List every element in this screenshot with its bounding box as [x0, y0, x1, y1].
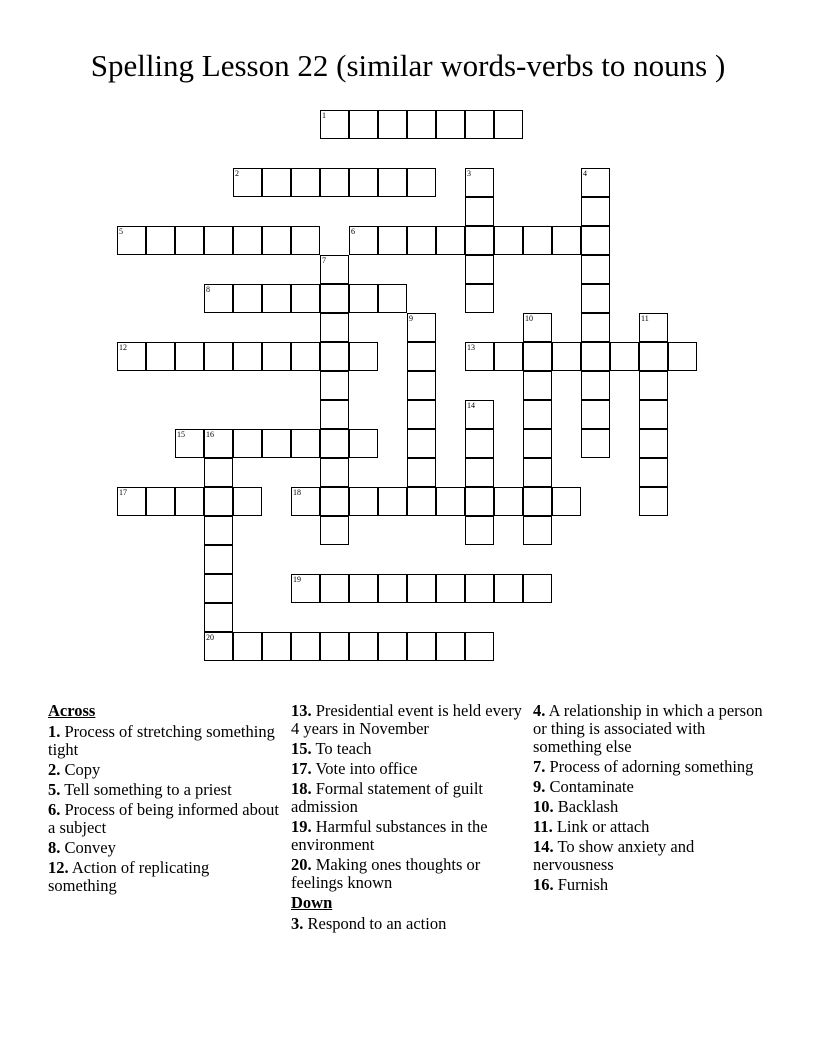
crossword-cell[interactable] — [204, 632, 233, 661]
clue-item — [291, 760, 523, 778]
crossword-cell[interactable] — [175, 226, 204, 255]
clue-item — [291, 740, 523, 758]
clue-text: Making ones thoughts or feelings known — [291, 855, 481, 892]
crossword-cell[interactable] — [407, 429, 436, 458]
clue-number: 18. — [291, 779, 312, 798]
crossword-cell[interactable] — [233, 342, 262, 371]
clue-number: 19. — [291, 817, 312, 836]
crossword-cell[interactable] — [378, 168, 407, 197]
crossword-cell[interactable] — [436, 632, 465, 661]
cell-number: 15 — [177, 430, 185, 439]
clue-item — [533, 838, 765, 874]
crossword-cell[interactable] — [494, 487, 523, 516]
crossword-cell[interactable] — [407, 400, 436, 429]
cell-number: 7 — [322, 256, 326, 265]
clue-text: Action of replicating something — [48, 858, 210, 895]
clue-text: Contaminate — [545, 777, 634, 796]
clue-item — [48, 723, 280, 759]
crossword-cell[interactable] — [204, 516, 233, 545]
clue-number: 13. — [291, 701, 312, 720]
crossword-cell[interactable] — [639, 487, 668, 516]
crossword-cell[interactable] — [523, 371, 552, 400]
cell-number: 16 — [206, 430, 214, 439]
crossword-cell[interactable] — [523, 313, 552, 342]
crossword-cell[interactable] — [349, 487, 378, 516]
clue-number: 7. — [533, 757, 546, 776]
clue-number: 1. — [48, 722, 61, 741]
clue-item — [48, 781, 280, 799]
crossword-cell[interactable] — [523, 516, 552, 545]
crossword-cell[interactable] — [639, 313, 668, 342]
crossword-cell[interactable] — [204, 342, 233, 371]
clue-number: 17. — [291, 759, 312, 778]
clue-text: Vote into office — [311, 759, 418, 778]
crossword-cell[interactable] — [204, 458, 233, 487]
crossword-cell[interactable] — [262, 226, 291, 255]
crossword-cell[interactable] — [436, 110, 465, 139]
clue-number: 11. — [533, 817, 553, 836]
cell-number: 18 — [293, 488, 301, 497]
cell-number: 12 — [119, 343, 127, 352]
clue-text: Furnish — [553, 875, 609, 894]
clue-text: Backlash — [553, 797, 619, 816]
crossword-cell[interactable] — [204, 429, 233, 458]
clue-number: 4. — [533, 701, 546, 720]
clue-item — [291, 780, 523, 816]
crossword-cell[interactable] — [494, 226, 523, 255]
crossword-cell[interactable] — [204, 545, 233, 574]
crossword-cell[interactable] — [581, 226, 610, 255]
cell-number: 1 — [322, 111, 326, 120]
crossword-cell[interactable] — [233, 284, 262, 313]
crossword-cell[interactable] — [494, 574, 523, 603]
crossword-cell[interactable] — [262, 342, 291, 371]
cell-number: 11 — [641, 314, 649, 323]
crossword-cell[interactable] — [668, 342, 697, 371]
crossword-cell[interactable] — [320, 574, 349, 603]
crossword-cell[interactable] — [117, 342, 146, 371]
crossword-cell[interactable] — [320, 632, 349, 661]
crossword-cell[interactable] — [320, 516, 349, 545]
crossword-cell[interactable] — [465, 487, 494, 516]
crossword-cell[interactable] — [233, 632, 262, 661]
crossword-cell[interactable] — [349, 110, 378, 139]
crossword-cell[interactable] — [581, 429, 610, 458]
crossword-cell[interactable] — [639, 371, 668, 400]
crossword-cell[interactable] — [552, 487, 581, 516]
crossword-cell[interactable] — [436, 226, 465, 255]
clue-item — [533, 702, 765, 756]
cell-number: 14 — [467, 401, 475, 410]
crossword-cell[interactable] — [610, 342, 639, 371]
crossword-cell[interactable] — [117, 226, 146, 255]
crossword-cell[interactable] — [465, 632, 494, 661]
crossword-cell[interactable] — [320, 313, 349, 342]
crossword-cell[interactable] — [320, 255, 349, 284]
crossword-cell[interactable] — [349, 284, 378, 313]
clue-number: 20. — [291, 855, 312, 874]
across-heading: Across — [48, 701, 96, 720]
crossword-cell[interactable] — [349, 574, 378, 603]
clue-text: To show anxiety and nervousness — [533, 837, 695, 874]
crossword-cell[interactable] — [291, 574, 320, 603]
clue-text: A relationship in which a person or thing is associated with something else — [533, 701, 763, 756]
crossword-cell[interactable] — [407, 226, 436, 255]
crossword-cell[interactable] — [146, 226, 175, 255]
crossword-cell[interactable] — [465, 400, 494, 429]
clue-text: Process of adorning something — [545, 757, 754, 776]
crossword-cell[interactable] — [407, 313, 436, 342]
crossword-cell[interactable] — [465, 516, 494, 545]
clue-number: 3. — [291, 914, 304, 933]
crossword-cell[interactable] — [552, 342, 581, 371]
clue-column-left — [48, 702, 280, 897]
crossword-cell[interactable] — [407, 458, 436, 487]
crossword-cell[interactable] — [320, 342, 349, 371]
clue-text: Formal statement of guilt admission — [291, 779, 484, 816]
clue-text: Link or attach — [552, 817, 650, 836]
clue-text: Respond to an action — [303, 914, 447, 933]
clue-text: Process of stretching something tight — [48, 722, 275, 759]
crossword-cell[interactable] — [320, 458, 349, 487]
clue-item — [48, 859, 280, 895]
crossword-cell[interactable] — [523, 487, 552, 516]
crossword-cell[interactable] — [494, 110, 523, 139]
clue-text: Copy — [60, 760, 101, 779]
crossword-cell[interactable] — [175, 342, 204, 371]
cell-number: 19 — [293, 575, 301, 584]
clue-text: Presidential event is held every 4 years in November — [291, 701, 522, 738]
cell-number: 5 — [119, 227, 123, 236]
cell-number: 4 — [583, 169, 587, 178]
crossword-cell[interactable] — [146, 342, 175, 371]
cell-number: 6 — [351, 227, 355, 236]
clue-column-right — [533, 702, 765, 896]
crossword-cell[interactable] — [349, 429, 378, 458]
crossword-cell[interactable] — [175, 429, 204, 458]
clue-text: To teach — [311, 739, 372, 758]
crossword-cell[interactable] — [320, 400, 349, 429]
crossword-cell[interactable] — [349, 168, 378, 197]
crossword-cell[interactable] — [378, 284, 407, 313]
crossword-cell[interactable] — [349, 226, 378, 255]
crossword-cell[interactable] — [465, 429, 494, 458]
crossword-cell[interactable] — [465, 226, 494, 255]
crossword-cell[interactable] — [378, 226, 407, 255]
crossword-cell[interactable] — [291, 487, 320, 516]
clue-text: Tell something to a priest — [60, 780, 232, 799]
crossword-cell[interactable] — [639, 458, 668, 487]
crossword-cell[interactable] — [262, 284, 291, 313]
crossword-cell[interactable] — [581, 255, 610, 284]
clue-item — [48, 839, 280, 857]
crossword-cell[interactable] — [233, 168, 262, 197]
cell-number: 3 — [467, 169, 471, 178]
crossword-cell[interactable] — [320, 429, 349, 458]
crossword-cell[interactable] — [407, 574, 436, 603]
crossword-cell[interactable] — [523, 574, 552, 603]
crossword-cell[interactable] — [233, 429, 262, 458]
cell-number: 9 — [409, 314, 413, 323]
crossword-cell[interactable] — [523, 458, 552, 487]
clue-item — [533, 798, 765, 816]
crossword-cell[interactable] — [204, 487, 233, 516]
crossword-cell[interactable] — [262, 429, 291, 458]
crossword-cell[interactable] — [581, 313, 610, 342]
clue-number: 9. — [533, 777, 546, 796]
crossword-cell[interactable] — [320, 284, 349, 313]
crossword-cell[interactable] — [552, 226, 581, 255]
crossword-cell[interactable] — [175, 487, 204, 516]
clue-item — [291, 856, 523, 892]
clue-item — [533, 778, 765, 796]
clue-number: 2. — [48, 760, 61, 779]
crossword-cell[interactable] — [465, 168, 494, 197]
crossword-cell[interactable] — [581, 284, 610, 313]
crossword-cell[interactable] — [291, 284, 320, 313]
clue-item — [48, 801, 280, 837]
crossword-cell[interactable] — [378, 574, 407, 603]
clue-number: 6. — [48, 800, 61, 819]
crossword-cell[interactable] — [349, 342, 378, 371]
crossword-cell[interactable] — [320, 371, 349, 400]
crossword-cell[interactable] — [349, 632, 378, 661]
crossword-cell[interactable] — [204, 603, 233, 632]
crossword-cell[interactable] — [291, 226, 320, 255]
crossword-cell[interactable] — [320, 168, 349, 197]
crossword-cell[interactable] — [436, 487, 465, 516]
crossword-cell[interactable] — [407, 110, 436, 139]
crossword-cell[interactable] — [320, 110, 349, 139]
crossword-cell[interactable] — [465, 110, 494, 139]
crossword-cell[interactable] — [436, 574, 465, 603]
crossword-cell[interactable] — [465, 574, 494, 603]
clue-text: Harmful substances in the environment — [291, 817, 488, 854]
clue-item — [291, 915, 523, 933]
clue-number: 8. — [48, 838, 61, 857]
crossword-cell[interactable] — [204, 574, 233, 603]
crossword-cell[interactable] — [320, 487, 349, 516]
crossword-cell[interactable] — [407, 168, 436, 197]
crossword-cell[interactable] — [378, 487, 407, 516]
crossword-cell[interactable] — [581, 400, 610, 429]
crossword-cell[interactable] — [233, 226, 262, 255]
crossword-cell[interactable] — [465, 255, 494, 284]
crossword-cell[interactable] — [117, 487, 146, 516]
down-heading: Down — [291, 893, 333, 912]
clue-column-middle — [291, 702, 523, 935]
crossword-cell[interactable] — [378, 632, 407, 661]
crossword-cell[interactable] — [465, 197, 494, 226]
crossword-cell[interactable] — [465, 284, 494, 313]
crossword-cell[interactable] — [407, 487, 436, 516]
crossword-cell[interactable] — [291, 168, 320, 197]
clue-number: 12. — [48, 858, 69, 877]
clue-number: 10. — [533, 797, 554, 816]
clue-item — [291, 818, 523, 854]
crossword-cell[interactable] — [523, 226, 552, 255]
clue-number: 16. — [533, 875, 554, 894]
crossword-cell[interactable] — [291, 632, 320, 661]
crossword-cell[interactable] — [407, 342, 436, 371]
crossword-cell[interactable] — [291, 429, 320, 458]
crossword-cell[interactable] — [465, 342, 494, 371]
clue-text: Convey — [60, 838, 116, 857]
crossword-cell[interactable] — [465, 458, 494, 487]
crossword-cell[interactable] — [407, 632, 436, 661]
cell-number: 20 — [206, 633, 214, 642]
crossword-cell[interactable] — [523, 342, 552, 371]
crossword-cell[interactable] — [581, 342, 610, 371]
crossword-cell[interactable] — [639, 400, 668, 429]
crossword-cell[interactable] — [639, 342, 668, 371]
crossword-cell[interactable] — [204, 226, 233, 255]
crossword-cell[interactable] — [494, 342, 523, 371]
clue-number: 5. — [48, 780, 61, 799]
crossword-cell[interactable] — [523, 429, 552, 458]
cell-number: 8 — [206, 285, 210, 294]
clue-text: Process of being informed about a subject — [48, 800, 279, 837]
clue-number: 15. — [291, 739, 312, 758]
crossword-cell[interactable] — [407, 371, 436, 400]
crossword-cell[interactable] — [523, 400, 552, 429]
crossword-cell[interactable] — [581, 197, 610, 226]
cell-number: 2 — [235, 169, 239, 178]
crossword-cell[interactable] — [233, 487, 262, 516]
crossword-cell[interactable] — [581, 371, 610, 400]
page-title: Spelling Lesson 22 (similar words-verbs to nouns ) — [90, 48, 726, 83]
clue-item — [533, 818, 765, 836]
clue-item — [533, 758, 765, 776]
clue-item — [291, 702, 523, 738]
clue-item — [533, 876, 765, 894]
crossword-cell[interactable] — [581, 168, 610, 197]
crossword-cell[interactable] — [639, 429, 668, 458]
crossword-cell[interactable] — [378, 110, 407, 139]
crossword-cell[interactable] — [291, 342, 320, 371]
crossword-cell[interactable] — [204, 284, 233, 313]
clue-number: 14. — [533, 837, 554, 856]
cell-number: 17 — [119, 488, 127, 497]
crossword-cell[interactable] — [262, 632, 291, 661]
cell-number: 10 — [525, 314, 533, 323]
cell-number: 13 — [467, 343, 475, 352]
crossword-cell[interactable] — [146, 487, 175, 516]
clue-item — [48, 761, 280, 779]
crossword-cell[interactable] — [262, 168, 291, 197]
